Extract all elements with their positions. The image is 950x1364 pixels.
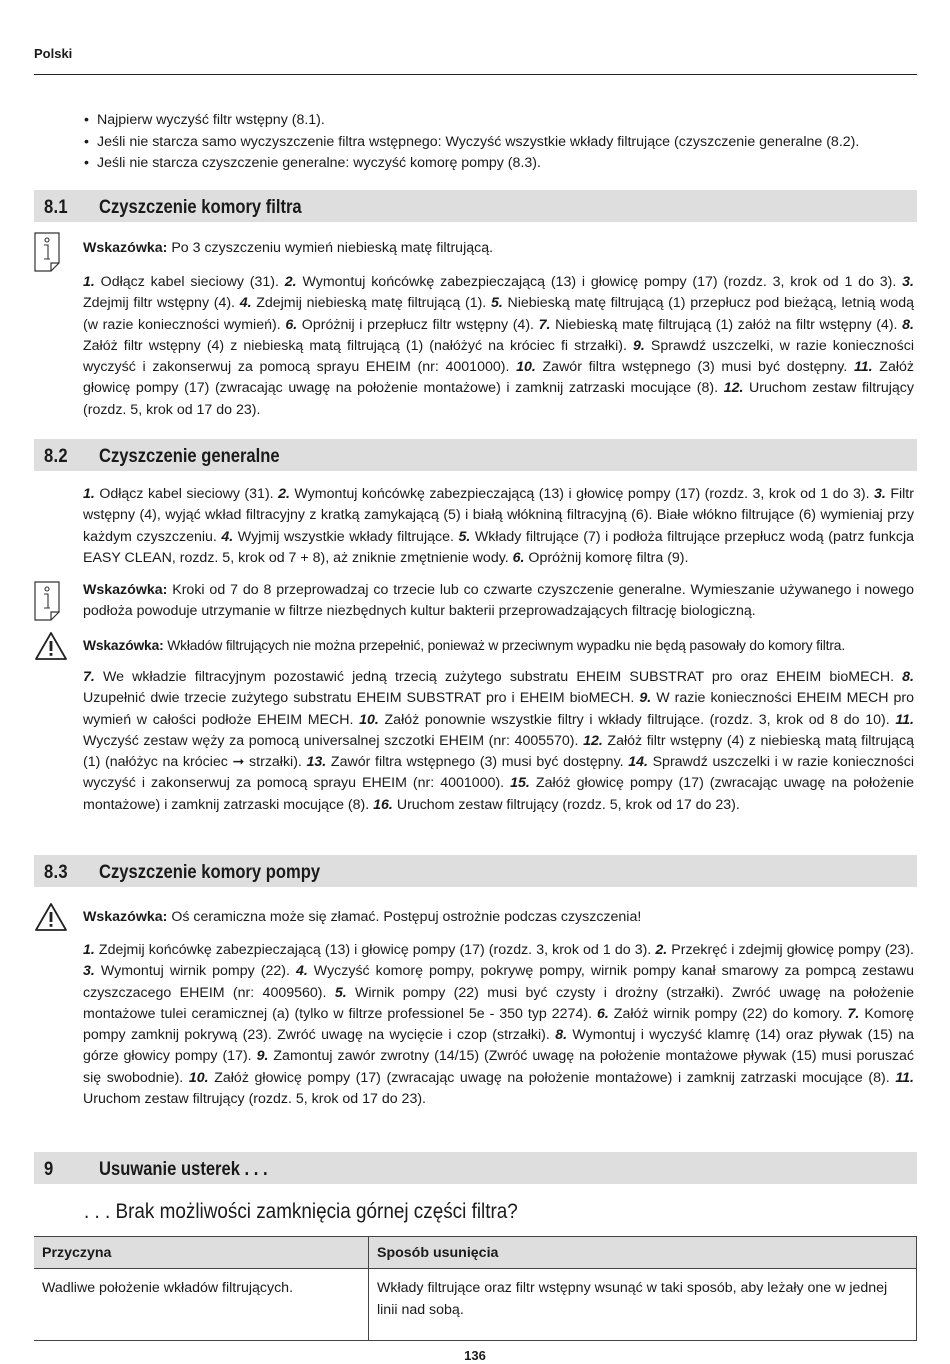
step-number: 2.: [278, 486, 290, 502]
step-text: Zdejmij końcówkę zabezpieczającą (13) i głowicę pompy (17) (rozdz. 3, krok od 1 do 3).: [94, 942, 656, 958]
step-number: 2.: [655, 942, 668, 958]
section-heading-9: [34, 1152, 917, 1184]
steps-8-2-part-2: [83, 667, 914, 816]
step-text: Załóż głowicę pompy (17) (zwracając uwagę na położenie montażowe) i zamknij zatrzaski mocujące (8).: [83, 775, 914, 813]
step-number: 11.: [895, 1069, 914, 1086]
section-number: 8.1: [44, 196, 68, 218]
warning-triangle-icon: [34, 631, 68, 661]
table-row: [34, 1269, 917, 1341]
step-text: Załóż głowicę pompy (17) (zwracając uwagę na położenie montażowe) i zamknij zatrzaski mocujące (8).: [83, 359, 914, 397]
step-number: 8.: [902, 669, 914, 685]
step-number: 5.: [458, 528, 471, 545]
section-heading-8-1: [34, 190, 917, 222]
step-text: Zawór filtra wstępnego (3) musi być dostępny.: [535, 359, 854, 376]
steps-8-3: [83, 940, 914, 1110]
list-item: • Jeśli nie starcza samo wyczyszczenie filtra wstępnego: Wyczyść wszystkie wkłady filtrujące (czyszczenie generalne (8.2).: [84, 132, 924, 154]
note-8-3: [83, 907, 914, 928]
step-number: 1.: [83, 942, 95, 958]
step-text: Filtr wstępny (4), wyjąć wkład filtracyjny z kratką zamykającą (5) i białą włókniną filtracyjną (6). Białe włókno filtrujące (6) wymieniaj przy każdym czyszczeniu.: [83, 486, 914, 545]
step-text: Uruchom zestaw filtrujący (rozdz. 5, krok od 17 do 23).: [392, 796, 740, 813]
step-text: W razie konieczności EHEIM MECH pro wymień w całości podłoże EHEIM MECH.: [83, 690, 914, 728]
steps-8-2-part-1: [83, 484, 914, 569]
step-text: Niebieską matę filtrującą (1) przepłucz pod bieżącą, letnią wodą (w razie konieczności wymień).: [83, 295, 914, 333]
warning-triangle-icon: [34, 902, 68, 932]
step-number: 3.: [874, 486, 886, 502]
step-number: 9.: [256, 1048, 269, 1065]
intro-bullet-list: [84, 110, 924, 175]
step-text: Załóż filtr wstępny (4) z niebieską matą filtrującą (1) (nałóżyc na króciec ➞ strzałki).: [83, 732, 914, 771]
section-number: 8.2: [44, 445, 68, 467]
step-number: 7.: [83, 669, 95, 685]
note-label: Wskazówka:: [83, 638, 164, 653]
note-8-1: [83, 238, 914, 259]
step-text: Opróżnij i przepłucz filtr wstępny (4).: [297, 316, 539, 333]
step-text: Zdejmij niebieską matę filtrującą (1).: [251, 295, 491, 312]
step-text: Załóż filtr wstępny (4) z niebieską matą filtrującą (1) (nałóżyć na króciec fi strzałki).: [83, 337, 633, 354]
step-number: 12.: [583, 732, 603, 749]
step-number: 9.: [632, 337, 645, 354]
step-number: 11.: [853, 359, 873, 376]
step-number: 3.: [902, 274, 914, 290]
step-number: 4.: [221, 528, 234, 545]
note-text: Kroki od 7 do 8 przeprowadzaj co trzecie lub co czwarte czyszczenie generalne. Wymieszanie używanego i nowego podłoża powoduje utrzymanie w filtrze niezbędnych kultur bakterii przeprowadzających filtrację biologiczną.: [83, 582, 914, 620]
note-text: Oś ceramiczna może się złamać. Postępuj ostrożnie podczas czyszczenia!: [167, 909, 642, 925]
step-number: 1.: [83, 486, 95, 502]
section-title: Czyszczenie komory pompy: [99, 861, 321, 883]
step-number: 5.: [490, 295, 503, 312]
note-text: Wkładów filtrujących nie można przepełnić, ponieważ w przeciwnym wypadku nie będą pasowały do komory filtra.: [163, 638, 846, 653]
list-item: • Jeśli nie starcza czyszczenie generalne: wyczyść komorę pompy (8.3).: [84, 153, 924, 175]
step-text: Zdejmij filtr wstępny (4).: [83, 295, 240, 312]
step-number: 13.: [306, 754, 327, 771]
step-number: 6.: [512, 549, 525, 566]
step-number: 14.: [628, 754, 648, 771]
step-text: Załóż wirnik pompy (22) do komory.: [608, 1005, 848, 1022]
info-note-icon: [34, 581, 60, 621]
section-heading-8-2: [34, 439, 917, 471]
step-number: 8.: [555, 1027, 568, 1044]
column-header-remedy: Sposób usunięcia: [369, 1237, 917, 1269]
step-text: Wymontuj i wyczyść klamrę (14) oraz pływak (15) na górze głowicy pompy (17).: [83, 1027, 915, 1065]
step-text: Wyczyść komorę pompy, pokrywę pompy, wirnik pompy kanał smarowy za pompcą zestawu czyszczacego EHEIM (nr: 4009560).: [83, 963, 915, 1001]
step-number: 4.: [295, 963, 308, 980]
steps-8-1: [83, 272, 914, 421]
step-text: Przekręć i zdejmij głowicę pompy (23).: [667, 942, 914, 958]
step-text: Wymontuj końcówkę zabezpieczającą (13) i głowicę pompy (17) (rozdz. 3, krok od 1 do 3).: [296, 274, 903, 290]
step-text: Uruchom zestaw filtrujący (rozdz. 5, krok od 17 do 23).: [83, 380, 914, 418]
step-text: We wkładzie filtracyjnym pozostawić jedną trzecią zużytego substratu EHEIM SUBSTRAT pro oraz EHEIM bioMECH.: [94, 669, 903, 685]
step-number: 2.: [284, 274, 297, 290]
section-number: 8.3: [44, 861, 68, 883]
note-8-2-b: [83, 635, 914, 656]
info-note-icon: [34, 232, 60, 272]
step-text: Wyjmij wszystkie wkłady filtrujące.: [233, 528, 459, 545]
step-number: 10.: [359, 711, 379, 728]
step-number: 7.: [538, 316, 551, 333]
note-text: Po 3 czyszczeniu wymień niebieską matę filtrującą.: [167, 240, 494, 256]
step-number: 1.: [83, 274, 95, 290]
note-label: Wskazówka:: [83, 909, 168, 925]
step-text: Opróżnij komorę filtra (9).: [524, 549, 689, 566]
step-text: Wymontuj wirnik pompy (22).: [94, 963, 296, 980]
step-text: Zawór filtra wstępnego (3) musi być dostępny.: [326, 754, 629, 771]
table-cell-cause: Wadliwe położenie wkładów filtrujących.: [34, 1269, 369, 1341]
step-number: 10.: [516, 359, 536, 376]
column-header-cause: Przyczyna: [34, 1237, 369, 1269]
step-number: 3.: [83, 963, 95, 980]
step-text: Uruchom zestaw filtrujący (rozdz. 5, krok od 17 do 23).: [83, 1091, 427, 1108]
header-language: Polski: [34, 46, 73, 61]
step-text: Załóż głowicę pompy (17) (zwracając uwagę na położenie montażowe) i zamknij zatrzaski mocujące (8).: [208, 1069, 896, 1086]
step-number: 15.: [510, 775, 530, 792]
step-text: Wkłady filtrujące (7) i podłoża filtrujące przepłucz wodą (patrz funkcja EASY CLEAN, rozdz. 5, krok od 7 + 8), aż zniknie zmętnienie wody.: [83, 528, 914, 566]
section-title: Czyszczenie komory filtra: [99, 196, 302, 218]
step-number: 6.: [596, 1005, 609, 1022]
section-heading-8-3: [34, 855, 917, 887]
step-number: 8.: [902, 316, 914, 333]
step-text: Wirnik pompy (22) musi być czysty i drożny (strzałki). Zwróć uwagę na położenie montażowe tulei ceramicznej (a) (tylko w filtrze professionel 5e - 350 typ 2274).: [83, 984, 914, 1022]
step-text: Sprawdź uszczelki, w razie konieczności wyczyść i zakonserwuj za pomocą sprayu EHEIM (nr: 4001000).: [83, 337, 915, 376]
step-text: Niebieską matę filtrującą (1) załóż na filtr wstępny (4).: [550, 316, 903, 333]
step-number: 10.: [188, 1069, 209, 1086]
step-text: Odłącz kabel sieciowy (31).: [94, 486, 279, 502]
step-text: Uzupełnić dwie trzecie zużytego substratu EHEIM SUBSTRAT pro i EHEIM bioMECH.: [83, 690, 640, 707]
step-number: 5.: [334, 984, 347, 1001]
step-text: Komorę pompy zamknij pokrywą (23). Zwróć uwagę na wycięcie i czop (strzałki).: [83, 1005, 914, 1044]
table-header-row: [34, 1237, 917, 1269]
step-text: Załóż ponownie wszystkie filtry i wkłady filtrujące. (rozdz. 3, krok od 8 do 10).: [378, 711, 896, 728]
troubleshooting-table: [34, 1236, 917, 1341]
step-number: 12.: [723, 380, 744, 397]
step-number: 11.: [895, 711, 914, 728]
step-number: 7.: [847, 1005, 860, 1022]
step-number: 4.: [239, 295, 252, 312]
step-text: Odłącz kabel sieciowy (31).: [94, 274, 285, 290]
step-number: 9.: [639, 690, 652, 707]
step-text: Sprawdź uszczelki i w razie konieczności wyczyść i zakonserwuj za pomocą sprayu EHEIM (nr: 4001000).: [83, 754, 915, 792]
section-title: Usuwanie usterek . . .: [99, 1158, 268, 1180]
note-label: Wskazówka:: [83, 582, 168, 598]
section-title: Czyszczenie generalne: [99, 445, 280, 467]
step-text: Zamontuj zawór zwrotny (14/15) (Zwróć uwagę na położenie montażowe pływak (15) musi poruszać się swobodnie).: [83, 1048, 915, 1086]
table-cell-remedy: Wkłady filtrujące oraz filtr wstępny wsunąć w taki sposób, aby leżały one w jednej linii nad sobą.: [369, 1269, 917, 1341]
page-number: 136: [464, 1348, 486, 1363]
list-item: • Najpierw wyczyść filtr wstępny (8.1).: [84, 110, 924, 132]
step-text: Wyczyść zestaw węży za pomocą universalnej szczotki EHEIM (nr: 4005570).: [83, 732, 584, 749]
step-text: Wymontuj końcówkę zabezpieczającą (13) i głowicę pompy (17) (rozdz. 3, krok od 1 do 3).: [289, 486, 875, 502]
note-8-2-a: [83, 580, 914, 623]
step-number: 16.: [373, 796, 393, 813]
section-number: 9: [44, 1158, 54, 1180]
header-divider: [34, 74, 917, 75]
step-number: 6.: [285, 316, 298, 333]
note-label: Wskazówka:: [83, 240, 168, 256]
troubleshooting-question: . . . Brak możliwości zamknięcia górnej części filtra?: [84, 1200, 518, 1223]
